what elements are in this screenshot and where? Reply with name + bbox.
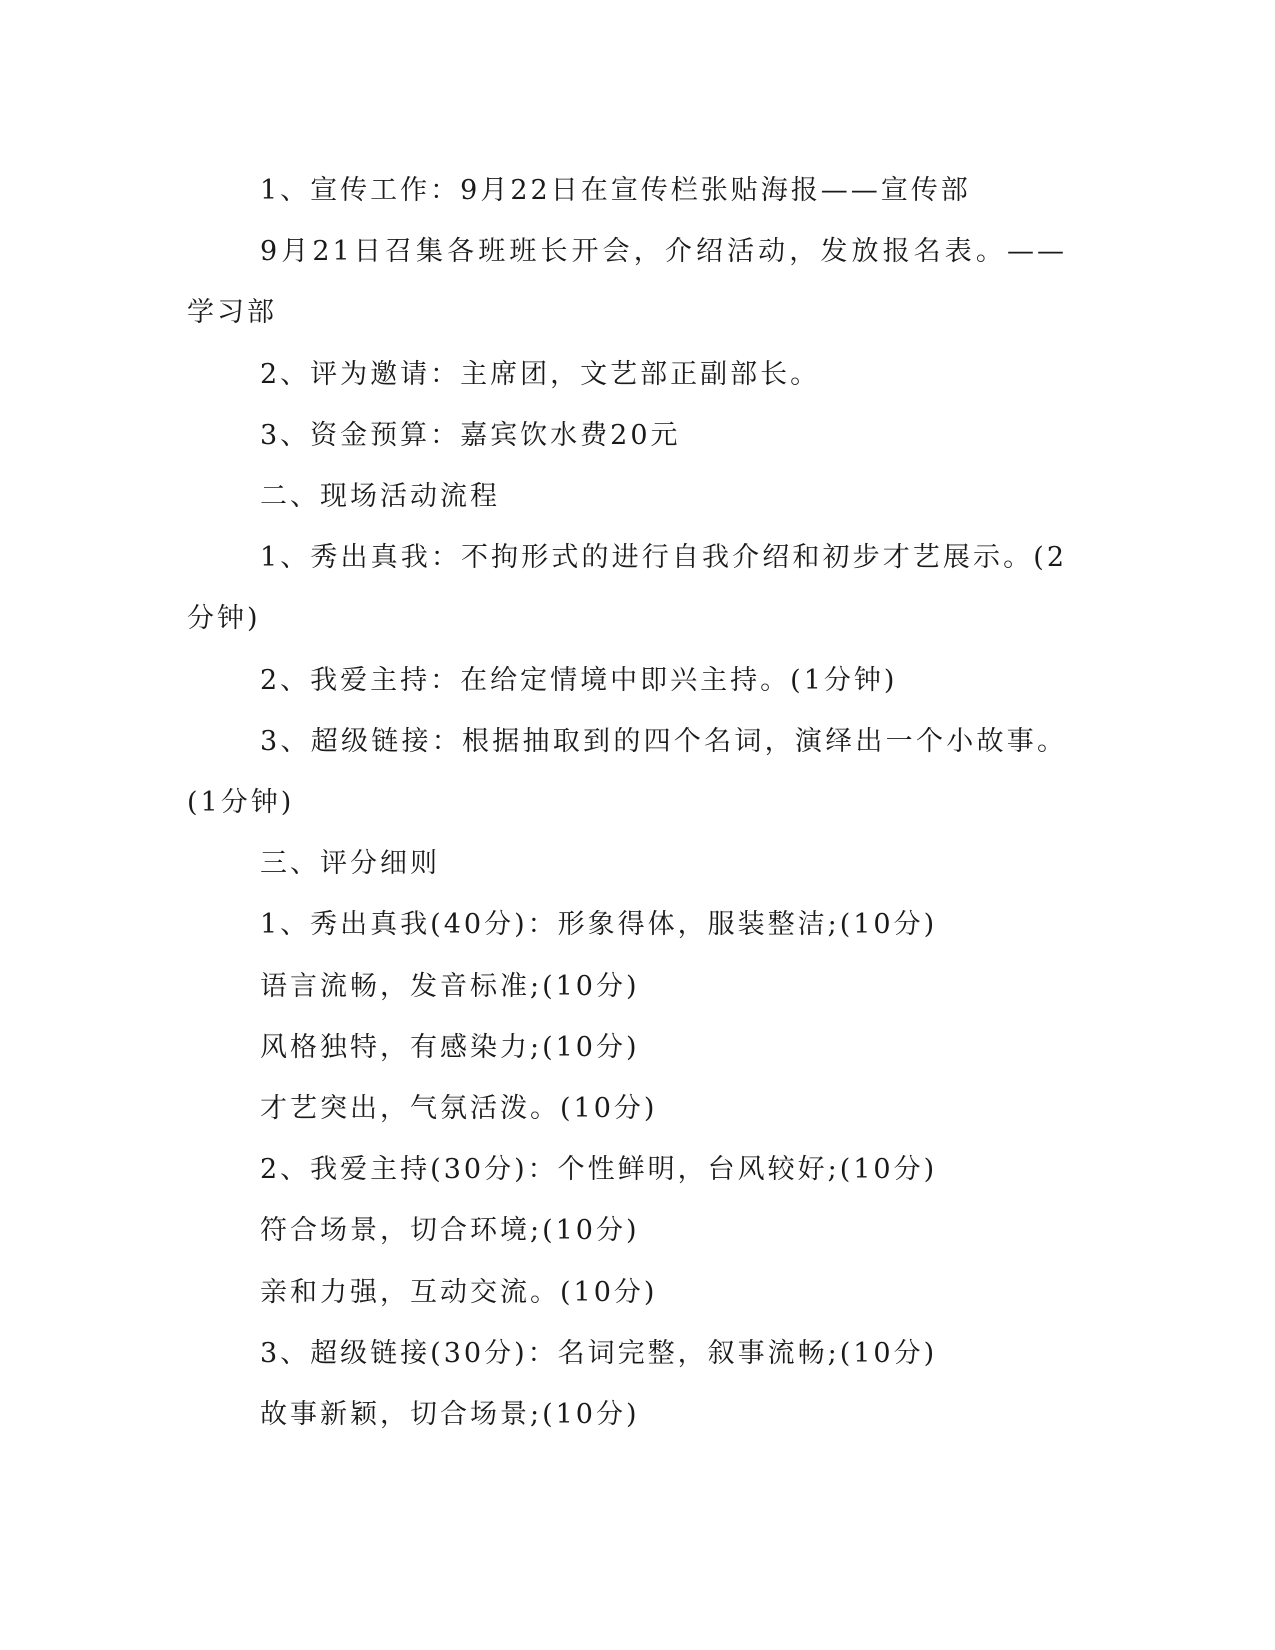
scoring-item: 亲和力强，互动交流。(10分) xyxy=(260,1276,658,1308)
scoring-item: 风格独特，有感染力;(10分) xyxy=(260,1031,640,1063)
scoring-item: 符合场景，切合环境;(10分) xyxy=(260,1215,640,1247)
scoring-item: 故事新颖，切合场景;(10分) xyxy=(260,1399,640,1431)
paragraph-budget: 3、资金预算：嘉宾饮水费20元 xyxy=(260,419,681,451)
paragraph-hosting: 2、我爱主持：在给定情境中即兴主持。(1分钟) xyxy=(260,664,898,696)
scoring-item: 2、我爱主持(30分)：个性鲜明，台风较好;(10分) xyxy=(260,1154,938,1186)
scoring-item: 语言流畅，发音标准;(10分) xyxy=(260,970,640,1002)
scoring-item: 才艺突出，气氛活泼。(10分) xyxy=(260,1093,658,1125)
section-heading-scoring: 三、评分细则 xyxy=(260,848,440,880)
section-heading-flow: 二、现场活动流程 xyxy=(260,481,500,513)
scoring-item: 3、超级链接(30分)：名词完整，叙事流畅;(10分) xyxy=(260,1337,938,1369)
paragraph-super-link: 3、超级链接：根据抽取到的四个名词，演绎出一个小故事。(1分钟) xyxy=(187,725,1067,819)
scoring-item: 1、秀出真我(40分)：形象得体，服装整洁;(10分) xyxy=(260,909,938,941)
document-body xyxy=(187,160,1067,1445)
paragraph-invitation: 2、评为邀请：主席团，文艺部正副部长。 xyxy=(260,358,821,390)
paragraph-publicity: 1、宣传工作：9月22日在宣传栏张贴海报——宣传部 xyxy=(260,175,971,206)
paragraph-class-meeting: 9月21日召集各班班长开会，介绍活动，发放报名表。——学习部 xyxy=(187,236,1067,329)
paragraph-show-yourself: 1、秀出真我：不拘形式的进行自我介绍和初步才艺展示。(2分钟) xyxy=(187,542,1067,635)
